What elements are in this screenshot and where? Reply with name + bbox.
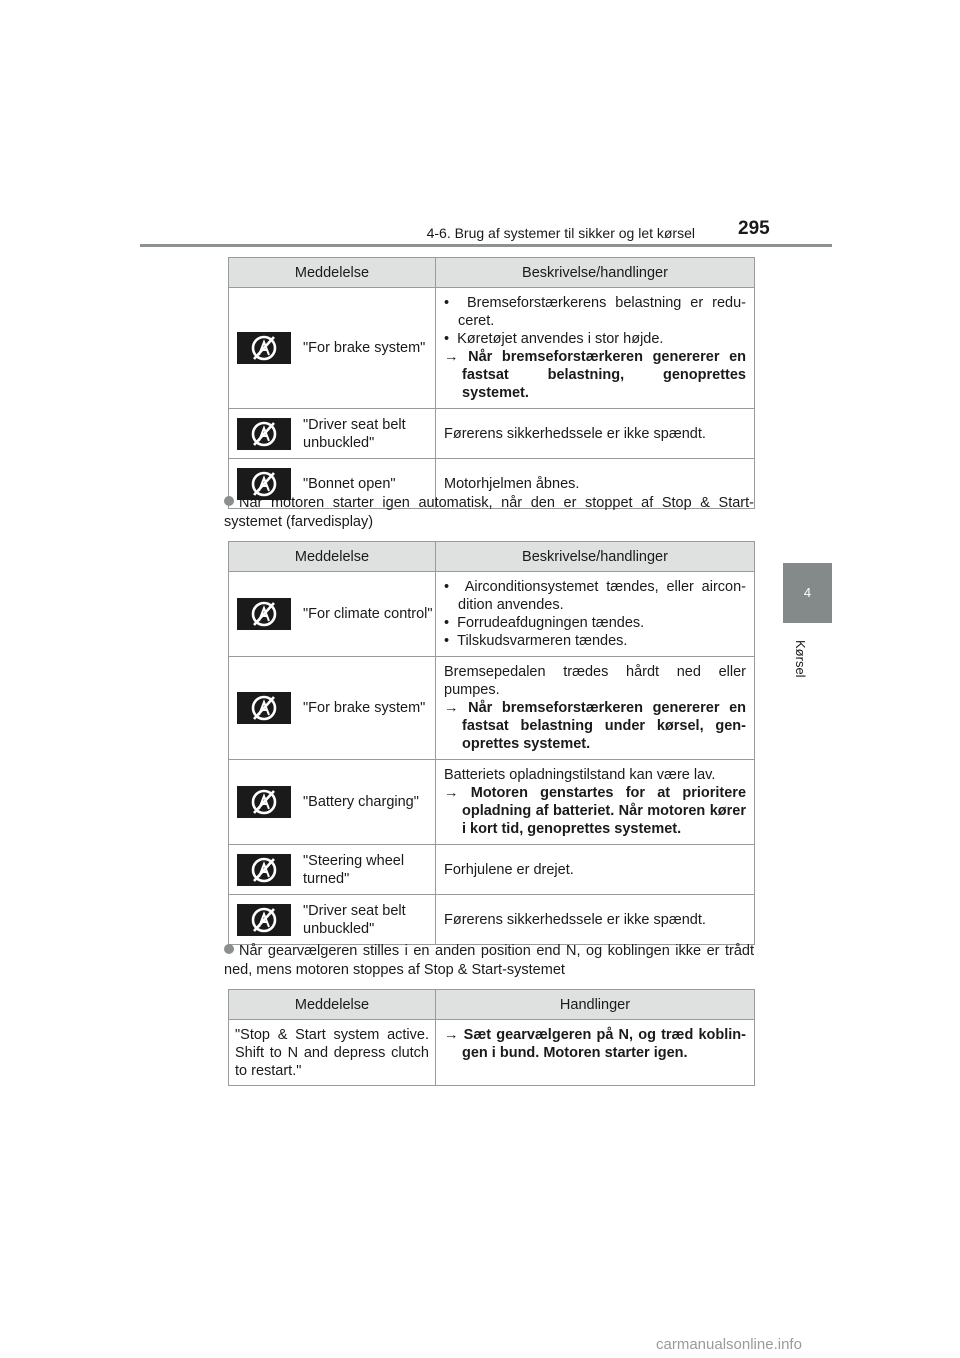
- bullet-dot: [224, 944, 234, 954]
- message-text: "Driver seat belt unbuckled": [303, 902, 406, 937]
- col-header-message: Meddelelse: [229, 990, 436, 1020]
- stop-start-icon: [237, 598, 291, 630]
- col-header-message: Meddelelse: [229, 258, 436, 288]
- message-table-2: [228, 541, 755, 945]
- action-text: → Sæt gearvælgeren på N, og træd koblingen i bund. Motoren starter igen.: [444, 1027, 747, 1061]
- table-row: [229, 657, 755, 760]
- watermark: carmanualsonline.info: [656, 1336, 802, 1353]
- message-text: "Steering wheel turned": [303, 852, 405, 887]
- page-number: 295: [738, 218, 770, 239]
- stop-start-icon: [237, 332, 291, 364]
- section-paragraph: Når motoren starter igen automatisk, når den er stoppet af Stop & Start-systemet (farvedisplay): [224, 495, 754, 530]
- message-text: "Stop & Start system active. Shift to N and depress clutch to restart.": [229, 1020, 436, 1086]
- description-text: Bremsepedalen trædes hårdt ned eller pumpes.: [444, 664, 746, 698]
- message-text: "Bonnet open": [303, 475, 396, 492]
- list-item: • Airconditionsystemet tændes, eller aircondition anvendes.: [444, 579, 746, 613]
- action-text: → Når bremseforstærkeren genererer en fastsat belastning, genoprettes systemet.: [444, 349, 747, 401]
- description-text: Motorhjelmen åbnes.: [436, 459, 755, 509]
- description-text: Førerens sikkerhedssele er ikke spændt.: [436, 895, 755, 945]
- message-text: "For brake system": [303, 340, 426, 356]
- description-text: Forhjulene er drejet.: [436, 845, 755, 895]
- action-text: → Når bremseforstærkeren genererer en fastsat belastning under kørsel, genoprettes systemet.: [444, 700, 747, 752]
- bullet-dot: [224, 496, 234, 506]
- section-paragraph: Når gearvælgeren stilles i en anden position end N, og koblingen ikke er trådt ned, mens motoren stoppes af Stop & Start-systemet: [224, 943, 754, 978]
- stop-start-icon: [237, 786, 291, 818]
- message-text: "Battery charging": [303, 794, 419, 810]
- list-item: • Tilskudsvarmeren tændes.: [444, 633, 628, 649]
- stop-start-icon: [237, 418, 291, 450]
- action-text: → Motoren genstartes for at prioritere opladning af batteriet. Når motoren kører i kort tid, genoprettes systemet.: [444, 785, 747, 837]
- stop-start-icon: [237, 854, 291, 886]
- message-text: "Driver seat belt unbuckled": [303, 416, 406, 451]
- table-row: [229, 845, 755, 895]
- table-row: [229, 760, 755, 845]
- table-row: [229, 895, 755, 945]
- description-text: Batteriets opladningstilstand kan være lav.: [444, 767, 716, 783]
- col-header-message: Meddelelse: [229, 542, 436, 572]
- list-item: • Bremseforstærkerens belastning er reduceret.: [444, 295, 746, 329]
- header-rule: [140, 244, 832, 247]
- message-table-3: [228, 989, 755, 1086]
- stop-start-icon: [237, 904, 291, 936]
- stop-start-icon: [237, 692, 291, 724]
- table-row: [229, 409, 755, 459]
- description-text: Førerens sikkerhedssele er ikke spændt.: [436, 409, 755, 459]
- list-item: • Forrudeafdugningen tændes.: [444, 615, 645, 631]
- message-text: "For brake system": [303, 700, 426, 716]
- col-header-actions: Handlinger: [436, 990, 755, 1020]
- table-row: [229, 288, 755, 409]
- table-row: [229, 1020, 755, 1086]
- chapter-label: [783, 640, 832, 700]
- chapter-label-text: Kørsel: [793, 640, 808, 678]
- chapter-tab: 4: [783, 563, 832, 623]
- col-header-description: Beskrivelse/handlinger: [436, 258, 755, 288]
- table-row: [229, 572, 755, 657]
- list-item: • Køretøjet anvendes i stor højde.: [444, 331, 664, 347]
- col-header-description: Beskrivelse/handlinger: [436, 542, 755, 572]
- message-table-1: [228, 257, 755, 509]
- message-text: "For climate control": [303, 606, 433, 622]
- section-title: 4-6. Brug af systemer til sikker og let kørsel: [426, 225, 695, 241]
